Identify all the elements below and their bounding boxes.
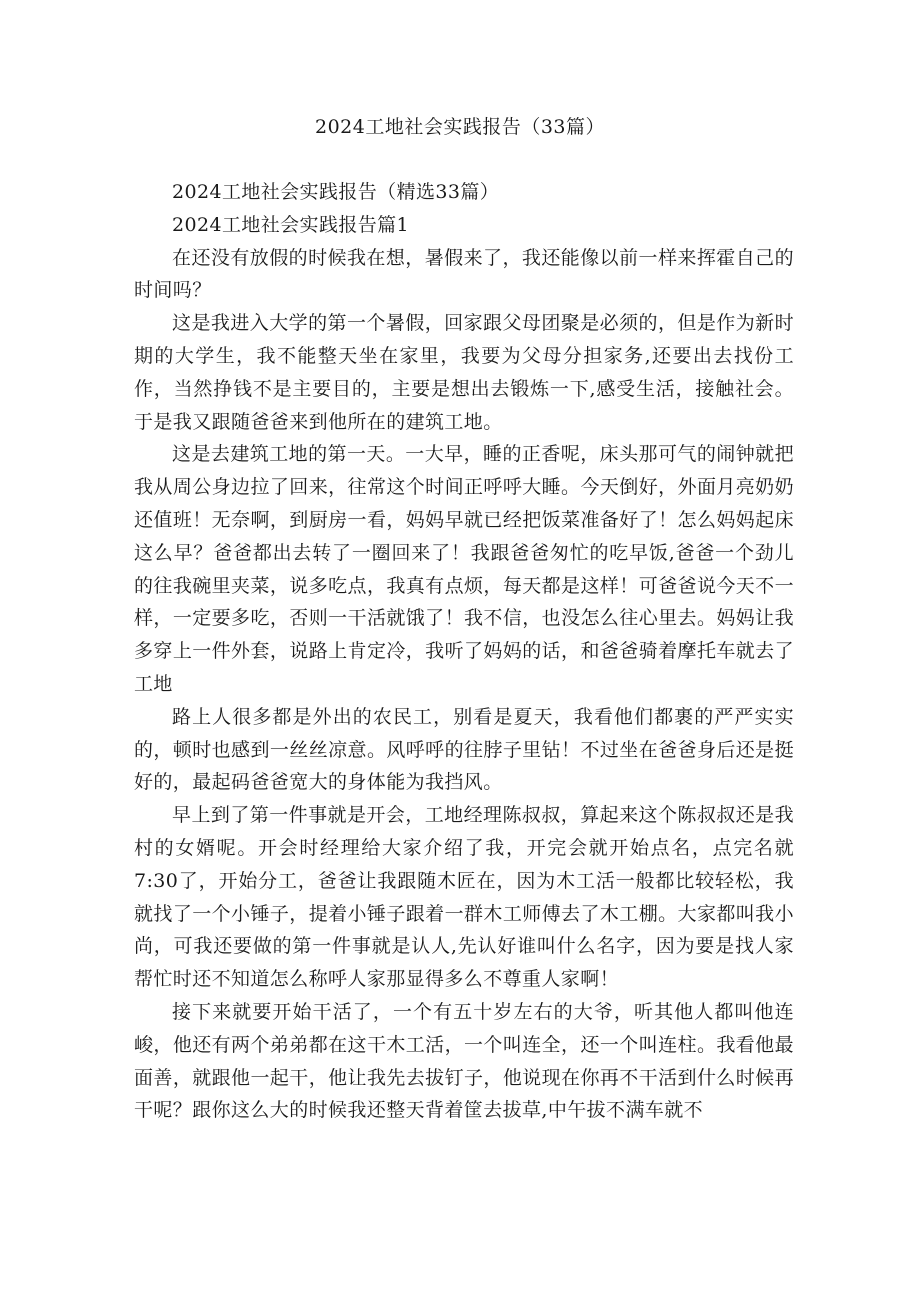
paragraph: 接下来就要开始干活了，一个有五十岁左右的大爷，听其他人都叫他连峻，他还有两个弟弟都在这干木工活，一个叫连全，还一个叫连柱。我看他最面善，就跟他一起干，他让我先去拔钉子，他说现在你再不干活到什么时候再干呢？跟你这么大的时候我还整天背着筐去拔草,中午拔不满车就不 <box>134 1000 794 1122</box>
paragraph: 这是我进入大学的第一个暑假，回家跟父母团聚是必须的，但是作为新时期的大学生，我不能整天坐在家里，我要为父母分担家务,还要出去找份工作，当然挣钱不是主要目的，主要是想出去锻炼一下,感受生活，接触社会。于是我又跟随爸爸来到他所在的建筑工地。 <box>134 312 794 433</box>
paragraph: 在还没有放假的时候我在想，暑假来了，我还能像以前一样来挥霍自己的时间吗？ <box>134 246 794 302</box>
paragraph: 这是去建筑工地的第一天。一大早，睡的正香呢，床头那可气的闹钟就把我从周公身边拉了回来，往常这个时间正呼呼大睡。今天倒好，外面月亮奶奶还值班！无奈啊，到厨房一看，妈妈早就已经把饭菜准备好了！怎么妈妈起床这么早？爸爸都出去转了一圈回来了！我跟爸爸匆忙的吃早饭,爸爸一个劲儿的往我碗里夹菜，说多吃点，我真有点烦，每天都是这样！可爸爸说今天不一样，一定要多吃，否则一干活就饿了！我不信，也没怎么往心里去。妈妈让我多穿上一件外套，说路上肯定冷，我听了妈妈的话，和爸爸骑着摩托车就去了工地 <box>134 443 794 695</box>
document-title: 2024工地社会实践报告（33篇） <box>314 116 606 138</box>
document-subtitle: 2024工地社会实践报告（精选33篇） <box>172 181 500 203</box>
paragraph: 早上到了第一件事就是开会，工地经理陈叔叔，算起来这个陈叔叔还是我村的女婿呢。开会时经理给大家介绍了我，开完会就开始点名，点完名就7:30了，开始分工，爸爸让我跟随木匠在，因为木工活一般都比较轻松，我就找了一个小锤子，提着小锤子跟着一群木工师傅去了木工棚。大家都叫我小尚，可我还要做的第一件事就是认人,先认好谁叫什么名字，因为要是找人家帮忙时还不知道怎么称呼人家那显得多么不尊重人家啊！ <box>134 804 794 991</box>
paragraph: 路上人很多都是外出的农民工，别看是夏天，我看他们都裹的严严实实的，顿时也感到一丝丝凉意。风呼呼的往脖子里钻！不过坐在爸爸身后还是挺好的，最起码爸爸宽大的身体能为我挡风。 <box>134 705 794 794</box>
section-heading: 2024工地社会实践报告篇1 <box>172 213 410 236</box>
document-body <box>134 176 794 1127</box>
